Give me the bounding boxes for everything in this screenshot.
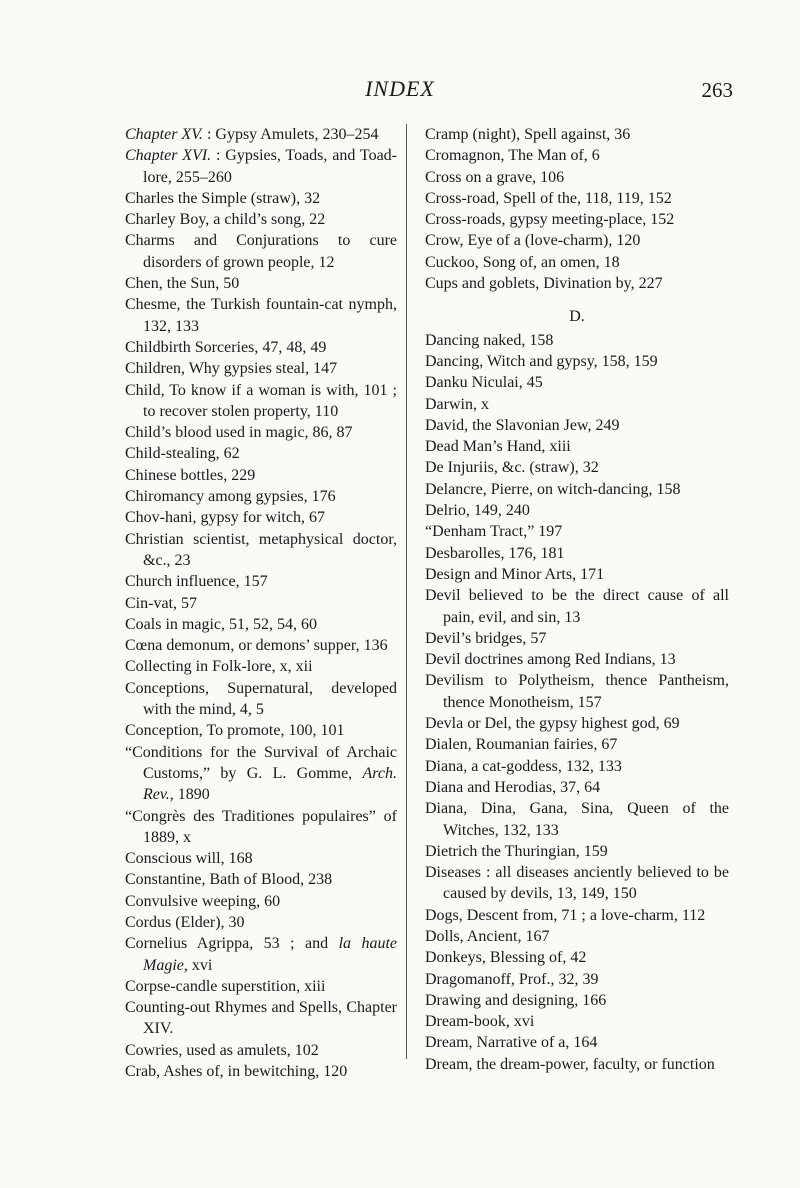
index-entry (425, 969, 729, 990)
index-entry-text: Dietrich the Thuringian, 159 (425, 842, 608, 860)
index-entry (125, 848, 397, 869)
index-entry (125, 358, 397, 379)
index-entry-text: Charms and Conjurations to cure disorders of grown people, 12 (125, 232, 397, 271)
index-entry (425, 990, 729, 1011)
index-entry-text: Diana, a cat-goddess, 132, 133 (425, 757, 622, 775)
index-entry (425, 145, 729, 166)
index-entry-text: Church influence, 157 (125, 573, 268, 591)
index-entry-text: Dragomanoff, Prof., 32, 39 (425, 970, 599, 988)
index-entry-text: Charley Boy, a child’s song, 22 (125, 211, 326, 229)
index-entry (425, 756, 729, 777)
index-entry-text: Dancing, Witch and gypsy, 158, 159 (425, 352, 658, 370)
index-entry-text: “Denham Tract,” 197 (425, 523, 563, 541)
page-number: 263 (701, 78, 733, 102)
index-entry-text: Dead Man’s Hand, xiii (425, 438, 571, 456)
index-entry-text: Conception, To promote, 100, 101 (125, 722, 345, 740)
index-entry-text: Cross-road, Spell of the, 118, 119, 152 (425, 189, 672, 207)
index-entry-italic-text: Chapter XV. (125, 126, 203, 143)
index-column-right (425, 124, 729, 1075)
index-entry-text: Devil doctrines among Red Indians, 13 (425, 651, 676, 669)
index-entry-text: Desbarolles, 176, 181 (425, 544, 565, 562)
index-entry (125, 571, 397, 592)
index-entry-text: Dolls, Ancient, 167 (425, 927, 550, 945)
index-entry (425, 124, 729, 145)
index-entry-text: Cuckoo, Song of, an omen, 18 (425, 253, 620, 271)
index-entry (425, 585, 729, 628)
index-entry-text: Convulsive weeping, 60 (125, 892, 281, 910)
index-entry (125, 188, 397, 209)
index-entry (425, 841, 729, 862)
index-entry-text: : Gypsies, Toads, and Toad-lore, 255–260 (143, 147, 397, 186)
index-entry (125, 1061, 397, 1082)
index-entry-text: Child-stealing, 62 (125, 445, 240, 463)
index-entry (125, 529, 397, 572)
index-entry (125, 230, 397, 273)
index-entry (425, 209, 729, 230)
index-entry-text: Child, To know if a woman is with, 101 ; to recover stolen property, 110 (125, 381, 397, 420)
index-entry-text: “Congrès des Traditiones populaires” of 1889, x (125, 807, 397, 846)
index-entry-text: Child’s blood used in magic, 86, 87 (125, 424, 353, 442)
index-entry-text: Chinese bottles, 229 (125, 466, 256, 484)
index-entry-text: Cornelius Agrippa, 53 ; and (125, 935, 339, 953)
index-entry-text: “Conditions for the Survival of Archaic Customs,” by G. L. Gomme, (125, 743, 397, 782)
index-entry (125, 443, 397, 464)
index-entry-text: Darwin, x (425, 395, 489, 413)
index-entry (125, 593, 397, 614)
index-entry (425, 798, 729, 841)
index-entry (125, 678, 397, 721)
index-entry-text: Cromagnon, The Man of, 6 (425, 147, 600, 165)
index-entry (425, 649, 729, 670)
index-entry (425, 1054, 729, 1075)
index-entry (125, 273, 397, 294)
index-entry-text: Design and Minor Arts, 171 (425, 565, 605, 583)
index-entry-text: Cross-roads, gypsy meeting-place, 152 (425, 211, 675, 229)
index-entry (125, 912, 397, 933)
index-entry-text: Cups and goblets, Divination by, 227 (425, 275, 663, 293)
index-entry-text: Cœna demonum, or demons’ supper, 136 (125, 637, 388, 655)
index-entry (425, 734, 729, 755)
index-entry-text: Cowries, used as amulets, 102 (125, 1041, 319, 1059)
index-entry-text: Dream, Narrative of a, 164 (425, 1034, 598, 1052)
index-entry-text: Conscious will, 168 (125, 850, 253, 868)
index-entry (425, 500, 729, 521)
index-entry-text: Dancing naked, 158 (425, 331, 554, 349)
index-entry (425, 926, 729, 947)
index-entry-text: Childbirth Sorceries, 47, 48, 49 (125, 338, 327, 356)
index-entry (125, 422, 397, 443)
index-entry-text: Drawing and designing, 166 (425, 991, 607, 1009)
section-letter-heading: D. (569, 308, 585, 326)
index-entry-text: , 1890 (169, 786, 210, 804)
index-entry (425, 457, 729, 478)
index-entry-text: Danku Niculai, 45 (425, 374, 543, 392)
index-entry-text: Diana, Dina, Gana, Sina, Queen of the Witches, 132, 133 (425, 800, 729, 839)
index-entry (425, 436, 729, 457)
index-entry-text: Dream-book, xvi (425, 1013, 535, 1031)
index-entry-text: Crab, Ashes of, in bewitching, 120 (125, 1063, 348, 1081)
index-entry-text: Charles the Simple (straw), 32 (125, 189, 321, 207)
index-entry (125, 209, 397, 230)
index-entry-text: David, the Slavonian Jew, 249 (425, 416, 620, 434)
index-column-left (125, 124, 397, 1082)
index-entry-text: , xvi (183, 956, 213, 974)
index-entry-text: Coals in magic, 51, 52, 54, 60 (125, 615, 317, 633)
index-entry (125, 933, 397, 976)
index-entry-text: Delrio, 149, 240 (425, 502, 530, 520)
index-entry-text: Collecting in Folk-lore, x, xii (125, 658, 313, 676)
running-title: INDEX (365, 76, 435, 101)
index-entry-italic-text: Arch. Rev. (143, 764, 397, 804)
index-entry (125, 614, 397, 635)
page-header (0, 76, 800, 112)
index-entry (425, 777, 729, 798)
index-entry-text: Devil’s bridges, 57 (425, 629, 547, 647)
index-entry (125, 742, 397, 806)
index-entry (425, 564, 729, 585)
index-entry (125, 806, 397, 849)
index-entry (125, 294, 397, 337)
index-entry-text: Dogs, Descent from, 71 ; a love-charm, 112 (425, 906, 706, 924)
index-entry (125, 1040, 397, 1061)
index-entry (125, 380, 397, 423)
index-entry-text: Cross on a grave, 106 (425, 168, 565, 186)
index-entry (125, 656, 397, 677)
index-entry (125, 337, 397, 358)
index-entry-text: Chiromancy among gypsies, 176 (125, 488, 336, 506)
index-entry (125, 486, 397, 507)
index-entry-text: Constantine, Bath of Blood, 238 (125, 871, 333, 889)
index-entry-text: Donkeys, Blessing of, 42 (425, 949, 587, 967)
index-entry-text: Delancre, Pierre, on witch-dancing, 158 (425, 480, 681, 498)
index-entry-text: Diana and Herodias, 37, 64 (425, 778, 601, 796)
index-entry-text: Cordus (Elder), 30 (125, 913, 245, 931)
index-entry-text: Devilism to Polytheism, thence Pantheism, thence Monotheism, 157 (425, 672, 729, 711)
index-entry (125, 869, 397, 890)
index-entry-text: Dream, the dream-power, faculty, or function (425, 1055, 715, 1073)
index-entry (425, 1011, 729, 1032)
index-entry-text: Corpse-candle superstition, xiii (125, 977, 326, 995)
index-entry (425, 628, 729, 649)
index-entry (425, 713, 729, 734)
index-entry (125, 891, 397, 912)
index-entry (425, 167, 729, 188)
index-entry (425, 330, 729, 351)
index-entry (425, 415, 729, 436)
index-entry (425, 252, 729, 273)
index-entry-text: Dialen, Roumanian fairies, 67 (425, 736, 618, 754)
index-entry (425, 1032, 729, 1053)
index-entry-text: Cin-vat, 57 (125, 594, 197, 612)
index-entry-text: Conceptions, Supernatural, developed with the mind, 4, 5 (125, 679, 397, 719)
index-entry-text: Devla or Del, the gypsy highest god, 69 (425, 715, 680, 733)
index-entry-italic-text: la haute Magie (143, 935, 398, 974)
index-entry (425, 543, 729, 564)
column-divider (406, 124, 407, 1059)
index-entry (125, 465, 397, 486)
index-entry-text: De Injuriis, &c. (straw), 32 (425, 459, 599, 477)
index-entry-text: : Gypsy Amulets, 230–254 (202, 126, 379, 143)
index-entry-text: Counting-out Rhymes and Spells, Chapter XIV. (125, 999, 397, 1038)
index-entry-text: Christian scientist, metaphysical doctor, &c., 23 (125, 530, 397, 569)
index-entry (425, 188, 729, 209)
index-entry (425, 862, 729, 905)
index-entry (425, 947, 729, 968)
index-entry-text: Cramp (night), Spell against, 36 (425, 126, 631, 143)
index-entry-text: Crow, Eye of a (love-charm), 120 (425, 232, 641, 250)
index-entry (425, 394, 729, 415)
index-entry (425, 351, 729, 372)
index-entry (425, 273, 729, 294)
index-entry (425, 230, 729, 251)
index-entry (125, 997, 397, 1040)
index-entry (125, 124, 397, 145)
index-entry (425, 670, 729, 713)
index-entry (125, 720, 397, 741)
index-entry-text: Children, Why gypsies steal, 147 (125, 360, 338, 378)
index-entry-text: Chov-hani, gypsy for witch, 67 (125, 509, 325, 527)
index-entry (425, 905, 729, 926)
index-entry (125, 507, 397, 528)
index-entry-text: Devil believed to be the direct cause of all pain, evil, and sin, 13 (425, 587, 729, 626)
index-entry-text: Chesme, the Turkish fountain-cat nymph, 132, 133 (125, 296, 397, 335)
index-entry-text: Diseases : all diseases anciently believed to be caused by devils, 13, 149, 150 (425, 864, 729, 903)
index-entry (125, 145, 397, 188)
index-entry-text: Chen, the Sun, 50 (125, 275, 240, 293)
index-entry (425, 521, 729, 542)
index-entry (125, 976, 397, 997)
index-entry (125, 635, 397, 656)
index-entry (425, 479, 729, 500)
index-entry (425, 372, 729, 393)
index-entry-italic-text: Chapter XVI. (125, 147, 212, 165)
